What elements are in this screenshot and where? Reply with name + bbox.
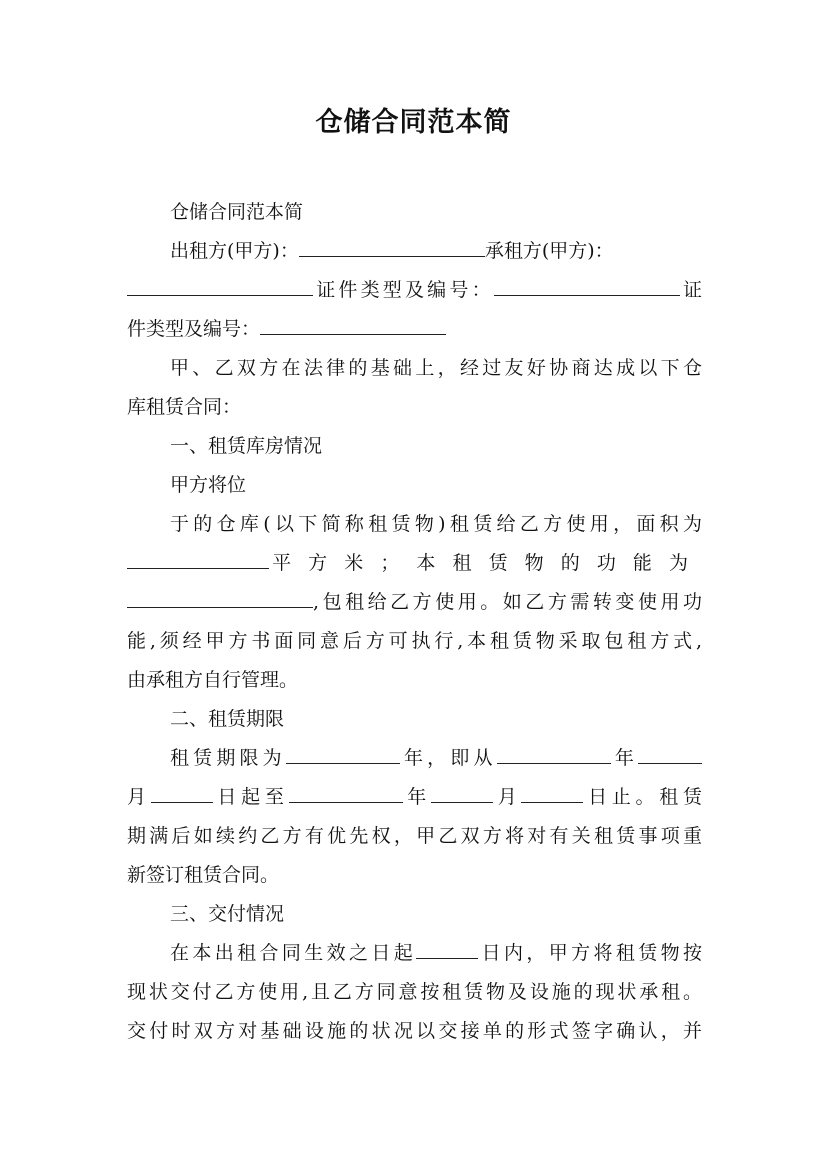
text-segment: 年 bbox=[610, 747, 638, 769]
text-segment: 月 bbox=[492, 786, 522, 808]
paragraph-line bbox=[170, 511, 702, 537]
text-segment: 期满后如续约乙方有优先权，甲乙双方将对有关租赁事项重 bbox=[127, 825, 702, 847]
text-segment: 能,须经甲方书面同意后方可执行,本租赁物采取包租方式, bbox=[127, 630, 702, 652]
paragraph-line bbox=[170, 472, 702, 498]
text-segment: 月 bbox=[127, 786, 151, 808]
lessor-blank[interactable] bbox=[299, 238, 485, 257]
function-line bbox=[127, 589, 702, 615]
text-segment: 平方米；本租赁物的功能为 bbox=[269, 552, 702, 574]
text-segment: 新签订租赁合同。 bbox=[127, 864, 280, 886]
id-type-label: 件类型及编号： bbox=[127, 318, 261, 340]
text-segment: 在本出租合同生效之日起 bbox=[170, 942, 417, 964]
area-blank[interactable] bbox=[127, 550, 269, 569]
function-blank[interactable] bbox=[127, 589, 313, 608]
text-segment: 租赁期限为 bbox=[170, 747, 286, 769]
document-title: 仓储合同范本简 bbox=[315, 107, 512, 138]
text-segment: 甲、乙双方在法律的基础上，经过友好协商达成以下仓 bbox=[170, 357, 702, 379]
text-segment: 交付时双方对基础设施的状况以交接单的形式签字确认，并 bbox=[127, 1020, 702, 1042]
term-years-blank[interactable] bbox=[286, 745, 400, 764]
text-segment: 仓储合同范本简 bbox=[170, 201, 304, 223]
paragraph-line bbox=[127, 628, 702, 654]
paragraph-line bbox=[170, 355, 702, 381]
text-segment: 日起至 bbox=[212, 786, 289, 808]
text-segment: 日止。租赁 bbox=[583, 786, 702, 808]
lessee-id-blank[interactable] bbox=[260, 316, 446, 335]
text-segment: 日内，甲方将租赁物按 bbox=[478, 942, 702, 964]
text-segment: 甲方将位 bbox=[170, 474, 247, 496]
paragraph-line bbox=[127, 823, 702, 849]
lessor-line bbox=[170, 238, 702, 264]
id-type-label: 证件类型及编号： bbox=[313, 279, 494, 301]
text-segment: 现状交付乙方使用,且乙方同意按租赁物及设施的现状承租。 bbox=[127, 981, 702, 1003]
delivery-days-blank[interactable] bbox=[416, 940, 478, 959]
text-segment: 二、租赁期限 bbox=[170, 708, 285, 730]
lessee-blank[interactable] bbox=[127, 277, 313, 296]
section-heading bbox=[170, 433, 702, 459]
end-day-blank[interactable] bbox=[521, 784, 583, 803]
lessor-label: 出租方(甲方)： bbox=[170, 240, 299, 262]
text-segment: 年 bbox=[402, 786, 431, 808]
lessor-id-blank[interactable] bbox=[494, 277, 680, 296]
term-dates-line bbox=[127, 784, 702, 810]
text-segment: ,包租给乙方使用。如乙方需转变使用功 bbox=[313, 591, 702, 613]
delivery-line bbox=[170, 940, 702, 966]
id-line-2 bbox=[127, 316, 702, 342]
text-segment: 库租赁合同： bbox=[127, 396, 242, 418]
text-segment: 一、租赁库房情况 bbox=[170, 435, 323, 457]
start-month-blank[interactable] bbox=[638, 745, 702, 764]
text-segment: 三、交付情况 bbox=[170, 903, 285, 925]
text-segment: 年，即从 bbox=[399, 747, 497, 769]
paragraph-line bbox=[127, 394, 702, 420]
paragraph-line bbox=[127, 979, 702, 1005]
text-segment: 由承租方自行管理。 bbox=[127, 669, 299, 691]
area-line bbox=[127, 550, 702, 576]
section-heading bbox=[170, 706, 702, 732]
paragraph-line bbox=[127, 667, 702, 693]
id-line bbox=[127, 277, 702, 303]
paragraph-line bbox=[127, 1018, 702, 1044]
end-year-blank[interactable] bbox=[289, 784, 403, 803]
start-year-blank[interactable] bbox=[497, 745, 611, 764]
term-line bbox=[170, 745, 702, 771]
text-segment: 证 bbox=[679, 279, 702, 301]
section-heading bbox=[170, 901, 702, 927]
lessee-label: 承租方(甲方)： bbox=[484, 240, 614, 262]
text-segment: 于的仓库(以下简称租赁物)租赁给乙方使用，面积为 bbox=[170, 513, 702, 535]
paragraph-line bbox=[127, 862, 702, 888]
subtitle-line bbox=[170, 199, 702, 225]
start-day-blank[interactable] bbox=[151, 784, 213, 803]
end-month-blank[interactable] bbox=[431, 784, 493, 803]
